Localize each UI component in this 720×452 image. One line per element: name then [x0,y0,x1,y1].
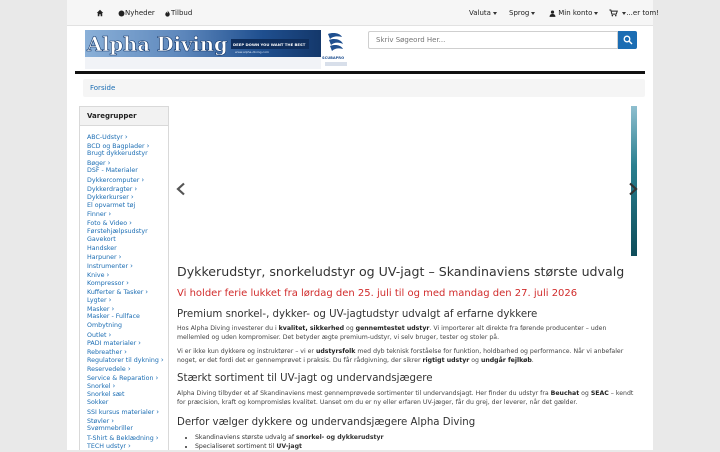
sidebar-item[interactable] [87,210,168,219]
chevron-right-icon: › [124,347,127,356]
sidebar-item[interactable] [87,356,168,365]
text-run: og [344,325,356,332]
tilbud-label: Tilbud [171,9,193,17]
emphasis-text: rigtigt udstyr [422,356,470,364]
slide-image [631,106,637,256]
text-run: Hos Alpha Diving investerer du i [177,325,279,332]
sidebar-item[interactable] [87,167,168,176]
sidebar-item[interactable] [87,425,168,434]
sidebar-item-label: Regulatorer til dykning [87,357,159,365]
sidebar-item[interactable] [87,408,168,417]
sidebar-item[interactable] [87,253,168,262]
section-heading-premium: Premium snorkel-, dykker- og UV-jagtudstyr udvalgt af erfarne dykkere [177,309,538,320]
chevron-right-icon: › [155,433,159,442]
chevron-right-icon: › [145,287,149,296]
sidebar-item[interactable] [87,271,168,280]
star-icon [118,10,125,17]
sidebar-item[interactable] [87,219,168,228]
chevron-right-icon: › [112,382,116,391]
sidebar-item[interactable] [87,133,168,142]
sidebar-item[interactable] [87,305,168,314]
home-link[interactable] [96,0,104,26]
valuta-dropdown[interactable] [469,0,497,26]
chevron-down-icon [493,12,497,15]
sidebar-item[interactable] [87,202,168,211]
image-slider [175,106,637,256]
breadcrumb [83,79,645,97]
text-run: Skandinaviens største udvalg af [195,434,297,441]
sidebar-item[interactable] [87,399,168,408]
sidebar-item-label: Knive [87,271,105,279]
category-list [80,126,168,451]
sidebar-item-label: Outlet [87,331,107,339]
sidebar-item-label: Handsker [87,244,117,252]
logo-url: www.alpha-diving.com [235,50,269,54]
sidebar-item-label: Dykkerkurser [87,194,129,202]
paragraph-uv [177,390,639,407]
sidebar-item[interactable] [87,322,168,331]
sidebar-item-label: Finner [87,211,107,219]
reason-item [195,434,384,443]
top-bar [67,0,659,26]
tilbud-link[interactable] [164,0,192,26]
sidebar-item-label: Bøger [87,159,106,167]
chevron-right-icon: › [156,408,159,416]
sidebar-item-label: Reservedele [87,366,126,374]
sidebar-item-label: Sokker [87,399,109,407]
sidebar-item-label: Service & Reparation [87,374,154,382]
chevron-down-icon [594,12,598,15]
sidebar-item[interactable] [87,142,168,151]
header-divider [75,71,645,74]
sidebar-item-label: Instrumenter [87,262,129,270]
chevron-right-icon: › [130,261,133,270]
page [67,0,659,451]
site-logo[interactable] [85,30,350,69]
sidebar-item[interactable] [87,374,168,383]
emphasis-text: undgår fejlkøb [480,356,532,364]
chevron-right-icon: › [118,253,122,262]
sidebar-item[interactable] [87,391,168,400]
chevron-left-icon[interactable] [175,182,187,196]
chevron-right-icon: › [108,296,112,305]
sidebar-item[interactable] [87,159,168,168]
sidebar-item-label: PADI materialer [87,340,137,348]
sidebar-item-label: SSI kursus materialer [87,409,155,416]
sidebar-item[interactable] [87,245,168,254]
reasons-list [187,434,384,451]
emphasis-text: SEAC [590,390,609,397]
sidebar-item-label: BCD og Bagplader [87,142,145,150]
sidebar-item-label: Harpuner [87,254,117,262]
logo-tagline: DEEP DOWN YOU WANT THE BEST [233,42,306,47]
text-run: og [469,356,481,364]
valuta-label: Valuta [469,9,491,17]
chevron-right-icon: › [128,442,131,451]
text-run: . Vi importerer alt direkte fra førende producenter – uden mellemled og uden kompromiser. Det betyder ægte premium-udstyr, vi selv bruger, tester og stoler på. [177,325,607,341]
chevron-right-icon: › [130,193,134,202]
section-heading-uv: Stærkt sortiment til UV-jagt og undervandsjægere [177,373,433,384]
sidebar-item-label: Masker [87,305,110,313]
paragraph-premium-2 [177,348,639,365]
text-run: – kendt for præcision, kraft og kompromisløs kvalitet. Uanset om du er ny eller erfaren UV-jæger, får du grej, der leverer, når det gælder. [177,390,634,406]
sidebar-item-label: Brugt dykkerudstyr [87,150,148,158]
nyheder-label: Nyheder [125,9,155,17]
sidebar-item-label: Ombytning [87,322,123,330]
text-run: Alpha Diving tilbyder et af Skandinaviens mest gennemprøvede sortimenter til undervandsjagt. Her finder du udstyr fra [177,390,551,397]
sidebar-item[interactable] [87,365,168,374]
sidebar-item[interactable] [87,339,168,348]
chevron-right-icon: › [107,158,111,167]
sidebar-title: Varegrupper [80,107,168,126]
sidebar-item-label: Foto & Video [87,219,128,227]
sidebar-item[interactable] [87,193,168,202]
sidebar-item[interactable] [87,236,168,245]
logo-partner: SCUBAPRO [322,56,345,60]
sidebar-item-label: Svømmebriller [87,425,134,433]
text-run: og [579,390,591,397]
cart-link[interactable] [609,0,659,26]
home-icon [96,9,104,17]
chevron-right-icon: › [134,184,138,193]
sidebar-item-label: Kompressor [87,280,125,288]
search-icon [623,35,633,45]
sidebar-item[interactable] [87,313,168,322]
text-run: . [531,356,534,364]
sidebar-item-label: Dykkerdragter [87,185,133,193]
sidebar-item[interactable] [87,262,168,271]
sidebar-item[interactable] [87,331,168,340]
chevron-right-icon: › [129,218,132,227]
chevron-right-icon: › [106,270,110,279]
sprog-dropdown[interactable] [509,0,535,26]
alpha-diving-logo [85,30,350,69]
chevron-right-icon: › [138,339,141,348]
sidebar-item[interactable] [87,288,168,297]
category-sidebar [79,106,169,450]
account-dropdown[interactable] [549,0,598,26]
sidebar-item-label: T-Shirt & Beklædning [87,434,154,442]
chevron-right-icon: › [111,304,115,313]
sidebar-item-label: Lygter [87,297,107,305]
cart-icon [609,9,618,17]
sidebar-item-label: DSF - Materialer [87,167,138,175]
sidebar-item[interactable] [87,150,168,159]
chevron-right-icon[interactable] [627,182,639,196]
section-heading-why: Derfor vælger dykkere og undervandsjægere Alpha Diving [177,417,476,428]
chevron-right-icon: › [108,210,112,219]
sidebar-item-label: TECH udstyr [87,443,127,451]
sprog-label: Sprog [509,9,530,17]
chevron-right-icon: › [155,373,159,382]
chevron-right-icon: › [124,133,128,141]
holiday-notice: Vi holder ferie lukket fra lørdag den 25. juli til og med mandag den 27. juli 2026 [177,288,578,299]
emphasis-text: Beuchat [550,390,580,397]
sidebar-item-label: Masker - Fullface [87,313,140,321]
sidebar-item[interactable] [87,176,168,185]
emphasis-text: snorkel- og dykkerudstyr [296,434,384,441]
sidebar-item-label: Snorkel sæt [87,390,125,398]
chevron-right-icon: › [127,365,131,374]
sidebar-item-label: Gavekort [87,236,116,244]
chevron-right-icon: › [111,416,115,425]
user-icon [549,10,556,17]
sidebar-item-label: Snorkel [87,383,111,391]
chevron-right-icon: › [146,141,150,150]
sidebar-item[interactable] [87,296,168,305]
chevron-right-icon: › [126,279,129,288]
sidebar-item-label: El opvarmet tøj [87,201,136,209]
nyheder-link[interactable] [118,0,155,26]
emphasis-text: gennemtestet udstyr [355,325,430,332]
sidebar-item[interactable] [87,434,168,443]
emphasis-text: kvalitet, sikkerhed [278,325,344,332]
search-button[interactable] [618,31,637,49]
sidebar-item[interactable] [87,279,168,288]
logo-brand-text: Alpha Diving [87,33,228,56]
emphasis-text: UV-jagt [276,442,302,450]
breadcrumb-home[interactable]: Forside [90,84,116,92]
chevron-right-icon: › [108,330,112,339]
search-input[interactable] [368,31,618,49]
account-label: Min konto [558,9,593,17]
chevron-right-icon: › [141,175,145,184]
fire-icon [164,10,171,17]
chevron-down-icon [531,12,535,15]
emphasis-text: udstyrsfolk [315,348,356,355]
sidebar-item[interactable] [87,417,168,426]
cart-label: ...er tom! [626,9,659,17]
chevron-right-icon: › [160,356,164,365]
text-run: med dyb teknisk forståelse for funktion, holdbarhed og performance. Når vi anbefaler noget, er det fordi det er gennemprøvet i praksis. Du får rådgivning, der sikrer [177,348,624,364]
page-title: Dykkerudstyr, snorkeludstyr og UV-jagt – Skandinaviens største udvalg [177,264,625,279]
sidebar-item-label: Rebreather [87,348,123,356]
sidebar-item-label: Støvler [87,417,110,425]
sidebar-item[interactable] [87,228,168,237]
sidebar-item[interactable] [87,348,168,357]
sidebar-item-label: Dykkercomputer [87,176,140,184]
text-run: Vi er ikke kun dykkere og instruktører – vi er [177,348,316,355]
text-run: Specialiseret sortiment til [195,442,277,450]
sidebar-item[interactable] [87,185,168,194]
sidebar-item[interactable] [87,382,168,391]
paragraph-premium-1 [177,325,639,342]
sidebar-item-label: Førstehjælpsudstyr [87,227,148,235]
sidebar-item-label: ABC-Udstyr [87,134,123,141]
sidebar-item-label: Kufferter & Tasker [87,288,144,296]
